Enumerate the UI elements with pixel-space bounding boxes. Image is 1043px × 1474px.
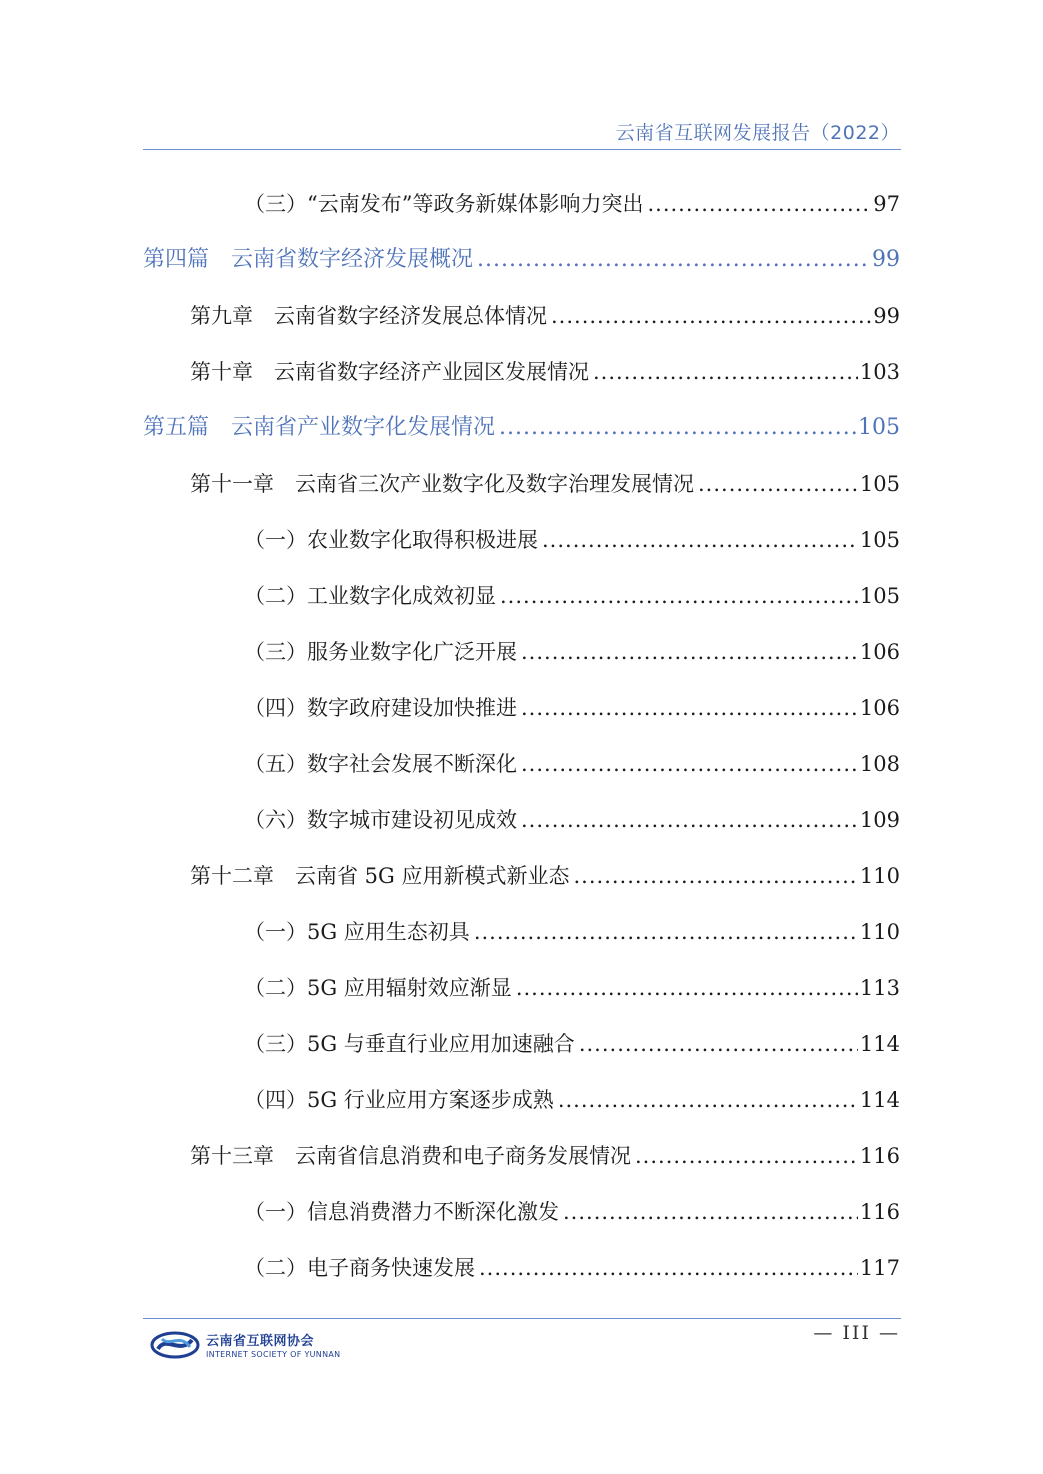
toc-entry-page: 109 — [859, 808, 900, 832]
toc-entry-part[interactable] — [143, 246, 900, 274]
toc-leader-dots — [500, 582, 858, 610]
toc-entry-page: 113 — [859, 976, 900, 1000]
toc-leader-dots — [563, 1198, 858, 1226]
toc-entry-page: 116 — [859, 1200, 900, 1224]
toc-entry-section[interactable] — [244, 582, 900, 610]
toc-entry-section[interactable] — [244, 190, 900, 218]
toc-entry-label: （四）5G 行业应用方案逐步成熟 — [244, 1088, 554, 1112]
toc-entry-page: 110 — [859, 864, 900, 888]
toc-entry-label: （二）工业数字化成效初显 — [244, 584, 496, 608]
toc-leader-dots — [521, 806, 858, 834]
org-name-en: INTERNET SOCIETY OF YUNNAN — [206, 1350, 341, 1359]
toc-entry-section[interactable] — [244, 1254, 900, 1282]
toc-leader-dots — [521, 694, 858, 722]
toc-leader-dots — [698, 470, 858, 498]
toc-entry-page: 105 — [859, 528, 900, 552]
toc-entry-label: 第四篇 云南省数字经济发展概况 — [143, 247, 474, 272]
toc-entry-label: 第十章 云南省数字经济产业园区发展情况 — [190, 360, 589, 384]
toc-entry-page: 114 — [859, 1088, 900, 1112]
toc-entry-page: 103 — [859, 360, 900, 384]
toc-entry-label: （一）信息消费潜力不断深化激发 — [244, 1200, 559, 1224]
toc-entry-section[interactable] — [244, 806, 900, 834]
toc-leader-dots — [647, 190, 871, 218]
toc-entry-section[interactable] — [244, 974, 900, 1002]
toc-leader-dots — [499, 414, 856, 442]
toc-entry-section[interactable] — [244, 526, 900, 554]
toc-entry-page: 99 — [872, 247, 900, 272]
toc-leader-dots — [551, 302, 871, 330]
toc-entry-label: （四）数字政府建设加快推进 — [244, 696, 517, 720]
toc-leader-dots — [474, 918, 858, 946]
toc-entry-chapter[interactable] — [190, 470, 900, 498]
toc-entry-label: 第五篇 云南省产业数字化发展情况 — [143, 415, 496, 440]
toc-entry-page: 108 — [859, 752, 900, 776]
running-header-title: 云南省互联网发展报告（2022） — [615, 122, 900, 144]
toc-entry-chapter[interactable] — [190, 302, 900, 330]
toc-entry-page: 110 — [859, 920, 900, 944]
toc-entry-label: 第十一章 云南省三次产业数字化及数字治理发展情况 — [190, 472, 694, 496]
toc-entry-page: 106 — [859, 696, 900, 720]
toc-entry-page: 105 — [858, 415, 900, 440]
toc-entry-chapter[interactable] — [190, 1142, 900, 1170]
toc-entry-label: （一）农业数字化取得积极进展 — [244, 528, 538, 552]
toc-entry-label: 第九章 云南省数字经济发展总体情况 — [190, 304, 547, 328]
toc-entry-label: （一）5G 应用生态初具 — [244, 920, 470, 944]
toc-entry-label: （三）“云南发布”等政务新媒体影响力突出 — [244, 192, 644, 216]
toc-entry-chapter[interactable] — [190, 862, 900, 890]
toc-entry-section[interactable] — [244, 1198, 900, 1226]
toc-entry-label: 第十二章 云南省 5G 应用新模式新业态 — [190, 864, 570, 888]
toc-entry-section[interactable] — [244, 1086, 900, 1114]
toc-entry-section[interactable] — [244, 694, 900, 722]
toc-entry-page: 116 — [859, 1144, 900, 1168]
toc-leader-dots — [558, 1086, 858, 1114]
toc-entry-label: （六）数字城市建设初见成效 — [244, 808, 517, 832]
toc-entry-page: 114 — [859, 1032, 900, 1056]
toc-entry-page: 105 — [859, 584, 900, 608]
toc-leader-dots — [521, 638, 858, 666]
toc-entry-label: （五）数字社会发展不断深化 — [244, 752, 517, 776]
page-number: — III — — [813, 1322, 900, 1344]
toc-leader-dots — [477, 246, 870, 274]
toc-entry-label: （二）电子商务快速发展 — [244, 1256, 475, 1280]
toc-entry-chapter[interactable] — [190, 358, 900, 386]
toc-entry-section[interactable] — [244, 918, 900, 946]
toc-entry-label: （二）5G 应用辐射效应渐显 — [244, 976, 512, 1000]
toc-leader-dots — [521, 750, 858, 778]
toc-entry-page: 97 — [873, 192, 900, 216]
toc-entry-page: 105 — [859, 472, 900, 496]
toc-leader-dots — [542, 526, 858, 554]
footer-rule — [143, 1318, 901, 1319]
header-rule — [143, 149, 901, 150]
toc-entry-page: 106 — [859, 640, 900, 664]
toc-leader-dots — [479, 1254, 858, 1282]
toc-leader-dots — [579, 1030, 858, 1058]
toc-entry-label: 第十三章 云南省信息消费和电子商务发展情况 — [190, 1144, 631, 1168]
toc-entry-page: 99 — [873, 304, 900, 328]
toc-entry-label: （三）服务业数字化广泛开展 — [244, 640, 517, 664]
toc-entry-section[interactable] — [244, 638, 900, 666]
toc-leader-dots — [516, 974, 858, 1002]
yunnan-internet-society-logo-icon — [150, 1331, 200, 1359]
toc-entry-label: （三）5G 与垂直行业应用加速融合 — [244, 1032, 575, 1056]
toc-leader-dots — [635, 1142, 858, 1170]
footer-logo — [150, 1330, 340, 1359]
toc-entry-section[interactable] — [244, 750, 900, 778]
toc-entry-part[interactable] — [143, 414, 900, 442]
toc-entry-page: 117 — [859, 1256, 900, 1280]
toc-leader-dots — [593, 358, 858, 386]
toc-leader-dots — [574, 862, 858, 890]
org-name-cn: 云南省互联网协会 — [206, 1334, 315, 1349]
toc-entry-section[interactable] — [244, 1030, 900, 1058]
